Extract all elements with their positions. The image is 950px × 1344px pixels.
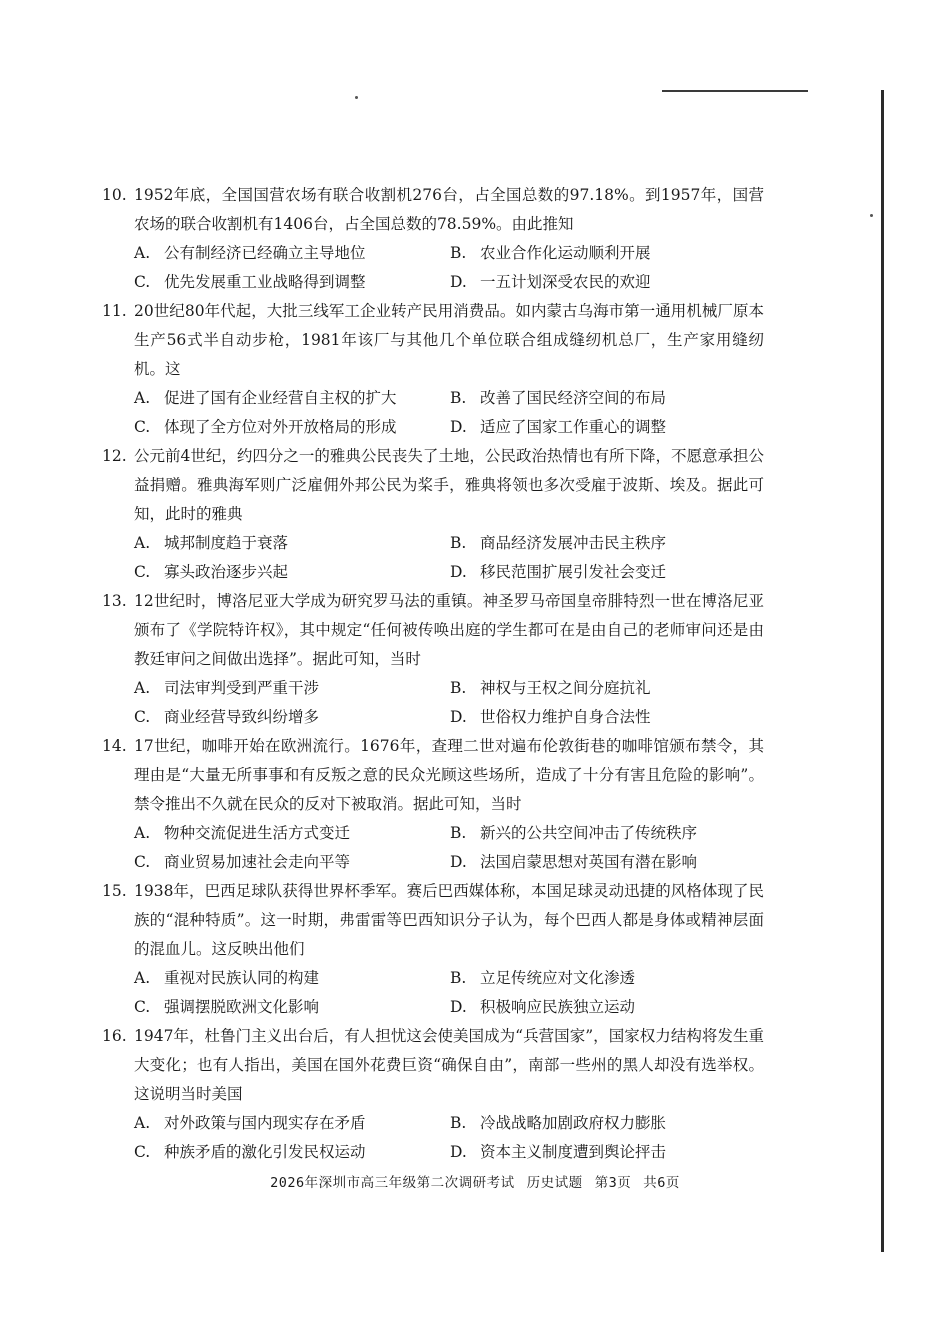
question-11: [102, 297, 764, 442]
question-text: 20世纪80年代起，大批三线军工企业转产民用消费品。如内蒙古乌海市第一通用机械厂原本生产56式半自动步枪，1981年该厂与其他几个单位联合组成缝纫机总厂，生产家用缝纫机。这: [134, 302, 764, 378]
option-text: 世俗权力维护自身合法性: [480, 708, 651, 726]
option-letter: A.: [134, 679, 151, 697]
option-d: [450, 993, 766, 1022]
option-letter: B.: [450, 969, 467, 987]
option-letter: C.: [134, 418, 151, 436]
question-stem: [102, 587, 764, 674]
option-letter: D.: [450, 273, 467, 291]
option-text: 寡头政治逐步兴起: [164, 563, 289, 581]
option-b: [450, 674, 766, 703]
question-number: 13.: [102, 592, 127, 610]
question-text: 1947年，杜鲁门主义出台后，有人担忧这会使美国成为“兵营国家”，国家权力结构将发生重大变化；也有人指出，美国在国外花费巨资“确保自由”，南部一些州的黑人却没有选举权。这说明当时美国: [134, 1027, 764, 1103]
option-c: [134, 558, 450, 587]
option-c: [134, 413, 450, 442]
option-letter: D.: [450, 708, 467, 726]
question-text: 公元前4世纪，约四分之一的雅典公民丧失了土地，公民政治热情也有所下降，不愿意承担公益捐赠。雅典海军则广泛雇佣外邦公民为桨手，雅典将领也多次受雇于波斯、埃及。据此可知，此时的雅典: [134, 447, 764, 523]
footer-page-number: 第3页: [594, 1175, 632, 1191]
option-letter: B.: [450, 679, 467, 697]
option-letter: D.: [450, 563, 467, 581]
option-d: [450, 413, 766, 442]
option-text: 农业合作化运动顺利开展: [480, 244, 651, 262]
option-letter: A.: [134, 824, 151, 842]
option-b: [450, 1109, 766, 1138]
option-text: 商品经济发展冲击民主秩序: [480, 534, 667, 552]
option-text: 资本主义制度遭到舆论抨击: [480, 1143, 667, 1161]
question-13: [102, 587, 764, 732]
option-letter: D.: [450, 998, 467, 1016]
option-list: [134, 964, 764, 1022]
option-text: 促进了国有企业经营自主权的扩大: [164, 389, 397, 407]
option-letter: A.: [134, 534, 151, 552]
question-15: [102, 877, 764, 1022]
option-letter: B.: [450, 824, 467, 842]
option-letter: A.: [134, 1114, 151, 1132]
question-text: 1952年底，全国国营农场有联合收割机276台，占全国总数的97.18%。到1957年，国营农场的联合收割机有1406台，占全国总数的78.59%。由此推知: [134, 186, 764, 233]
option-text: 物种交流促进生活方式变迁: [164, 824, 351, 842]
option-letter: B.: [450, 1114, 467, 1132]
option-list: [134, 239, 764, 297]
option-letter: C.: [134, 273, 151, 291]
option-text: 移民范围扩展引发社会变迁: [480, 563, 667, 581]
scan-speck: [355, 96, 358, 99]
option-a: [134, 529, 450, 558]
option-letter: C.: [134, 1143, 151, 1161]
option-b: [450, 239, 766, 268]
question-number: 14.: [102, 737, 127, 755]
footer-exam-title: 2026年深圳市高三年级第二次调研考试: [270, 1175, 515, 1191]
option-text: 立足传统应对文化渗透: [480, 969, 636, 987]
option-a: [134, 674, 450, 703]
option-c: [134, 1138, 450, 1167]
option-text: 司法审判受到严重干涉: [164, 679, 320, 697]
question-list: [102, 181, 764, 1167]
question-16: [102, 1022, 764, 1167]
option-list: [134, 529, 764, 587]
option-b: [450, 529, 766, 558]
question-stem: [102, 442, 764, 529]
option-letter: B.: [450, 534, 467, 552]
option-list: [134, 384, 764, 442]
option-d: [450, 703, 766, 732]
question-text: 1938年，巴西足球队获得世界杯季军。赛后巴西媒体称，本国足球灵动迅捷的风格体现了民族的“混种特质”。这一时期，弗雷雷等巴西知识分子认为，每个巴西人都是身体或精神层面的混血儿。这反映出他们: [134, 882, 764, 958]
option-letter: C.: [134, 563, 151, 581]
option-letter: B.: [450, 244, 467, 262]
option-letter: A.: [134, 389, 151, 407]
option-text: 城邦制度趋于衰落: [164, 534, 289, 552]
option-text: 强调摆脱欧洲文化影响: [164, 998, 320, 1016]
option-a: [134, 964, 450, 993]
question-number: 11.: [102, 302, 127, 320]
scan-speck: [870, 214, 873, 217]
question-14: [102, 732, 764, 877]
option-c: [134, 848, 450, 877]
option-text: 种族矛盾的激化引发民权运动: [164, 1143, 366, 1161]
question-number: 16.: [102, 1027, 127, 1045]
option-list: [134, 674, 764, 732]
option-text: 商业经营导致纠纷增多: [164, 708, 320, 726]
footer-subject: 历史试题: [526, 1175, 583, 1191]
scan-artifact-right-edge: [881, 90, 884, 1252]
option-b: [450, 819, 766, 848]
option-letter: C.: [134, 998, 151, 1016]
option-text: 对外政策与国内现实存在矛盾: [164, 1114, 366, 1132]
option-list: [134, 819, 764, 877]
question-stem: [102, 297, 764, 384]
option-c: [134, 703, 450, 732]
question-10: [102, 181, 764, 297]
option-letter: D.: [450, 853, 467, 871]
option-letter: C.: [134, 853, 151, 871]
option-text: 积极响应民族独立运动: [480, 998, 636, 1016]
option-letter: D.: [450, 1143, 467, 1161]
option-letter: C.: [134, 708, 151, 726]
option-a: [134, 819, 450, 848]
option-b: [450, 964, 766, 993]
question-stem: [102, 732, 764, 819]
page-footer: [0, 1171, 950, 1191]
scan-artifact-top-line: [662, 90, 808, 92]
option-text: 体现了全方位对外开放格局的形成: [164, 418, 397, 436]
question-number: 10.: [102, 186, 127, 204]
option-text: 公有制经济已经确立主导地位: [164, 244, 366, 262]
question-text: 17世纪，咖啡开始在欧洲流行。1676年，查理二世对遍布伦敦街巷的咖啡馆颁布禁令，其理由是“大量无所事事和有反叛之意的民众光顾这些场所，造成了十分有害且危险的影响”。禁令推出不久就在民众的反对下被取消。据此可知，当时: [134, 737, 764, 813]
option-letter: A.: [134, 244, 151, 262]
option-text: 商业贸易加速社会走向平等: [164, 853, 351, 871]
footer-total-pages: 共6页: [643, 1175, 680, 1191]
option-letter: B.: [450, 389, 467, 407]
option-text: 一五计划深受农民的欢迎: [480, 273, 651, 291]
option-d: [450, 558, 766, 587]
option-a: [134, 1109, 450, 1138]
option-b: [450, 384, 766, 413]
option-letter: D.: [450, 418, 467, 436]
option-a: [134, 239, 450, 268]
option-list: [134, 1109, 764, 1167]
option-a: [134, 384, 450, 413]
option-d: [450, 268, 766, 297]
question-stem: [102, 181, 764, 239]
option-text: 新兴的公共空间冲击了传统秩序: [480, 824, 698, 842]
option-text: 法国启蒙思想对英国有潜在影响: [480, 853, 698, 871]
option-text: 冷战战略加剧政府权力膨胀: [480, 1114, 667, 1132]
option-text: 神权与王权之间分庭抗礼: [480, 679, 651, 697]
question-number: 12.: [102, 447, 127, 465]
option-d: [450, 848, 766, 877]
option-d: [450, 1138, 766, 1167]
question-text: 12世纪时，博洛尼亚大学成为研究罗马法的重镇。神圣罗马帝国皇帝腓特烈一世在博洛尼亚颁布了《学院特许权》，其中规定“任何被传唤出庭的学生都可在是由自己的老师审问还是由教廷审问之间做出选择”。据此可知，当时: [134, 592, 764, 668]
option-c: [134, 993, 450, 1022]
option-text: 改善了国民经济空间的布局: [480, 389, 667, 407]
question-number: 15.: [102, 882, 127, 900]
question-12: [102, 442, 764, 587]
question-stem: [102, 877, 764, 964]
option-c: [134, 268, 450, 297]
option-text: 适应了国家工作重心的调整: [480, 418, 667, 436]
option-letter: A.: [134, 969, 151, 987]
option-text: 优先发展重工业战略得到调整: [164, 273, 366, 291]
question-stem: [102, 1022, 764, 1109]
option-text: 重视对民族认同的构建: [164, 969, 320, 987]
